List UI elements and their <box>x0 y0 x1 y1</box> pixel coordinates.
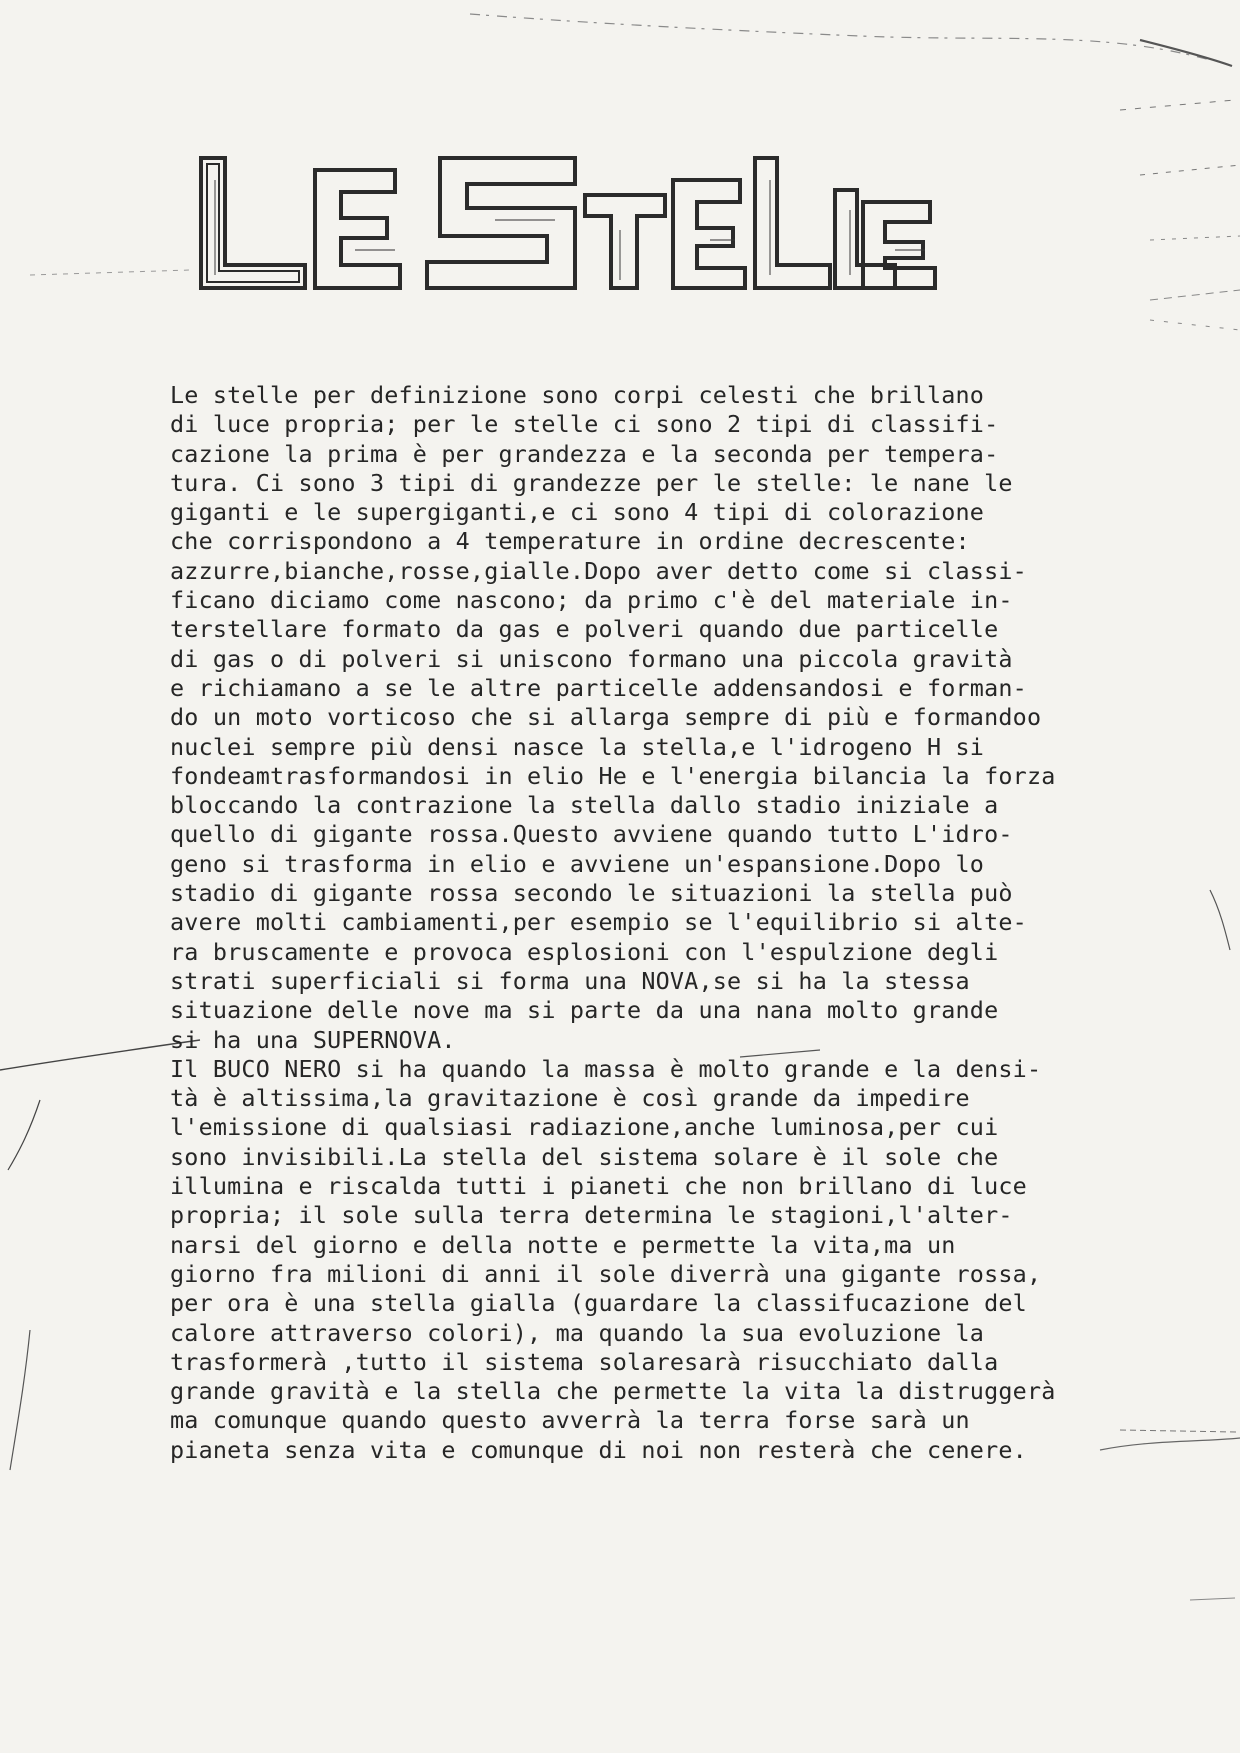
text-line: giorno fra milioni di anni il sole diverrà una gigante rossa, <box>170 1259 1042 1288</box>
text-line: tà è altissima,la gravitazione è così grande da impedire <box>170 1084 970 1113</box>
svg-text:LE STELLE: LE STELLE <box>553 290 587 297</box>
text-line: l'emissione di qualsiasi radiazione,anche luminosa,per cui <box>170 1113 999 1142</box>
typewritten-body <box>170 381 1100 1465</box>
text-line: pianeta senza vita e comunque di noi non resterà che cenere. <box>170 1435 1027 1464</box>
text-line: do un moto vorticoso che si allarga sempre di più e formandoo <box>170 703 1042 732</box>
text-line: geno si trasforma in elio e avviene un'espansione.Dopo lo <box>170 849 985 878</box>
text-line: propria; il sole sulla terra determina le stagioni,l'alter- <box>170 1201 1013 1230</box>
text-line: nuclei sempre più densi nasce la stella,e l'idrogeno H si <box>170 732 985 761</box>
text-line: cazione la prima è per grandezza e la seconda per tempera- <box>170 439 999 468</box>
text-line: stadio di gigante rossa secondo le situazioni la stella può <box>170 879 1013 908</box>
text-line: grande gravità e la stella che permette la vita la distruggerà <box>170 1377 1056 1406</box>
text-line: sono invisibili.La stella del sistema solare è il sole che <box>170 1142 999 1171</box>
text-line: situazione delle nove ma si parte da una nana molto grande <box>170 996 999 1025</box>
text-line: illumina e riscalda tutti i pianeti che non brillano di luce <box>170 1172 1027 1201</box>
text-line: azzurre,bianche,rosse,gialle.Dopo aver detto come si classi- <box>170 556 1027 585</box>
text-line: e richiamano a se le altre particelle addensandosi e forman- <box>170 673 1027 702</box>
text-line: narsi del giorno e della notte e permette la vita,ma un <box>170 1230 956 1259</box>
text-line: Il BUCO NERO si ha quando la massa è molto grande e la densi- <box>170 1054 1042 1083</box>
text-line: che corrispondono a 4 temperature in ordine decrescente: <box>170 527 970 556</box>
text-line: di luce propria; per le stelle ci sono 2 tipi di classifi- <box>170 410 999 439</box>
text-line: di gas o di polveri si uniscono formano una piccola gravità <box>170 644 1013 673</box>
text-line: fondeamtrasformandosi in elio He e l'energia bilancia la forza <box>170 761 1056 790</box>
text-line: Le stelle per definizione sono corpi celesti che brillano <box>170 381 985 409</box>
text-line: avere molti cambiamenti,per esempio se l'equilibrio si alte- <box>170 908 1027 937</box>
text-line: tura. Ci sono 3 tipi di grandezze per le stelle: le nane le <box>170 468 1013 497</box>
text-line: ra bruscamente e provoca esplosioni con l'espulzione degli <box>170 937 999 966</box>
text-line: per ora è una stella gialla (guardare la classifucazione del <box>170 1289 1027 1318</box>
text-line: si ha una SUPERNOVA. <box>170 1025 456 1054</box>
text-line: bloccando la contrazione la stella dallo stadio iniziale a <box>170 791 999 820</box>
text-line: ma comunque quando questo avverrà la terra forse sarà un <box>170 1406 970 1435</box>
text-line: ficano diciamo come nascono; da primo c'è del materiale in- <box>170 586 1013 615</box>
text-line: terstellare formato da gas e polveri quando due particelle <box>170 615 999 644</box>
text-line: giganti e le supergiganti,e ci sono 4 tipi di colorazione <box>170 498 985 527</box>
title-block-letters <box>195 150 945 300</box>
text-line: trasformerà ,tutto il sistema solaresarà risucchiato dalla <box>170 1347 999 1376</box>
text-line: strati superficiali si forma una NOVA,se si ha la stessa <box>170 966 970 995</box>
text-line: calore attraverso colori), ma quando la sua evoluzione la <box>170 1318 985 1347</box>
text-line: quello di gigante rossa.Questo avviene quando tutto L'idro- <box>170 820 1013 849</box>
